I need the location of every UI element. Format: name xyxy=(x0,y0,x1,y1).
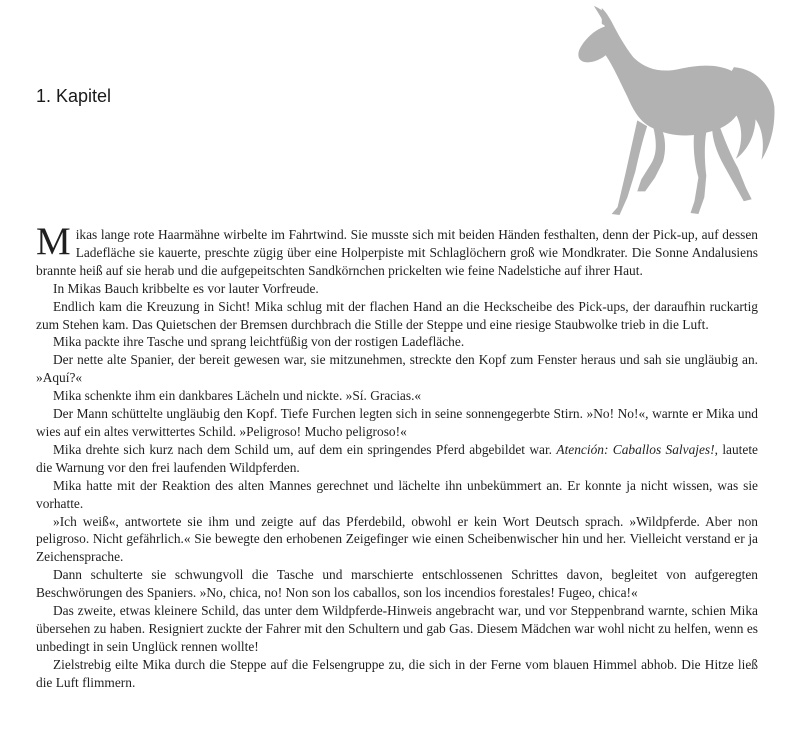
text-segment: Zielstrebig eilte Mika durch die Steppe auf die Felsengruppe zu, die sich in der Ferne vom blauen Himmel abhob. Die Hitze ließ die Luft flimmern. xyxy=(36,656,758,690)
paragraph xyxy=(36,220,758,280)
text-segment: Der nette alte Spanier, der bereit gewesen war, sie mitzunehmen, streckte den Kopf zum Fenster heraus und sah sie ungläubig an. »Aquí?« xyxy=(36,352,758,386)
text-body xyxy=(36,220,759,692)
paragraph xyxy=(36,656,758,692)
paragraph xyxy=(36,441,758,477)
text-segment: ikas lange rote Haarmähne wirbelte im Fahrtwind. Sie musste sich mit beiden Händen festhalten, denn der Pick-up, auf dessen Ladefläche sie kauerte, preschte zügig über eine Holperpiste mit Schlaglöchern groß wie Mondkrater. Die Sonne Andalusiens brannte heiß auf sie herab und die aufgepeitschten Sandkörnchen prickelten wie feine Nadelstiche auf ihrer Haut. xyxy=(36,227,758,278)
paragraph xyxy=(36,280,758,298)
text-segment: Das zweite, etwas kleinere Schild, das unter dem Wildpferde-Hinweis angebracht war, und vor Steppenbrand warnte, schien Mika übersehen zu haben. Resigniert zuckte der Fahrer mit den Schultern und gab Gas. Diesem Mädchen war wohl nicht zu helfen, wenn es unbedingt in sein Unglück rennen wollte! xyxy=(36,603,758,654)
chapter-title: 1. Kapitel xyxy=(36,86,112,106)
paragraph xyxy=(36,351,758,387)
text-segment: Mika schenkte ihm ein dankbares Lächeln und nickte. »Sí. Gracias.« xyxy=(53,388,422,404)
text-segment: , lautete die Warnung vor den frei laufenden Wildpferden. xyxy=(36,441,759,475)
paragraph xyxy=(36,513,758,567)
text-segment: Mika hatte mit der Reaktion des alten Mannes gerechnet und lächelte ihn unbekümmert an. Er konnte ja nicht wissen, was sie vorhatte. xyxy=(36,477,758,511)
italic-text-segment: Atención: Caballos Salvajes! xyxy=(556,441,715,457)
paragraph xyxy=(36,405,758,441)
paragraph xyxy=(36,333,758,351)
paragraph xyxy=(36,387,758,405)
text-segment: Mika packte ihre Tasche und sprang leichtfüßig von der rostigen Ladefläche. xyxy=(53,334,465,350)
text-segment: Der Mann schüttelte ungläubig den Kopf. Tiefe Furchen legten sich in seine sonnengegerbte Stirn. »No! No!«, warnte er Mika und wies auf ein altes verwittertes Schild. »Peligroso! Mucho peligroso!« xyxy=(36,406,758,439)
text-segment: Mika drehte sich kurz nach dem Schild um, auf dem ein springendes Pferd abgebildet war. xyxy=(53,441,557,457)
drop-cap: M xyxy=(36,220,71,263)
text-segment: »Ich weiß«, antwortete sie ihm und zeigte auf das Pferdebild, obwohl er kein Wort Deutsch sprach. »Wildpferde. Aber non peligroso. Nicht gefährlich.« Sie bewegte den erhobenen Zeigefinger wie einen Scheibenwischer hin und her. Vielleicht verstand er ja Zeichensprache. xyxy=(36,513,758,565)
paragraph xyxy=(36,602,758,656)
paragraph xyxy=(36,298,758,334)
text-segment: In Mikas Bauch kribbelte es vor lauter Vorfreude. xyxy=(53,280,319,296)
paragraph xyxy=(36,477,758,513)
paragraph xyxy=(36,566,758,602)
text-segment: Endlich kam die Kreuzung in Sicht! Mika schlug mit der flachen Hand an die Heckscheibe des Pick-ups, der daraufhin ruckartig zum Stehen kam. Das Quietschen der Bremsen durchbrach die Stille der Steppe und eine riesige Staubwolke trieb in die Luft. xyxy=(36,298,758,332)
text-segment: Dann schulterte sie schwungvoll die Tasche und marschierte entschlossenen Schrittes davon, begleitet von aufgeregten Beschwörungen des Spaniers. »No, chica, no! Non son los caballos, son los incendios forestales! Fugeo, chica!« xyxy=(36,567,758,601)
horse-silhouette-icon xyxy=(538,4,776,216)
